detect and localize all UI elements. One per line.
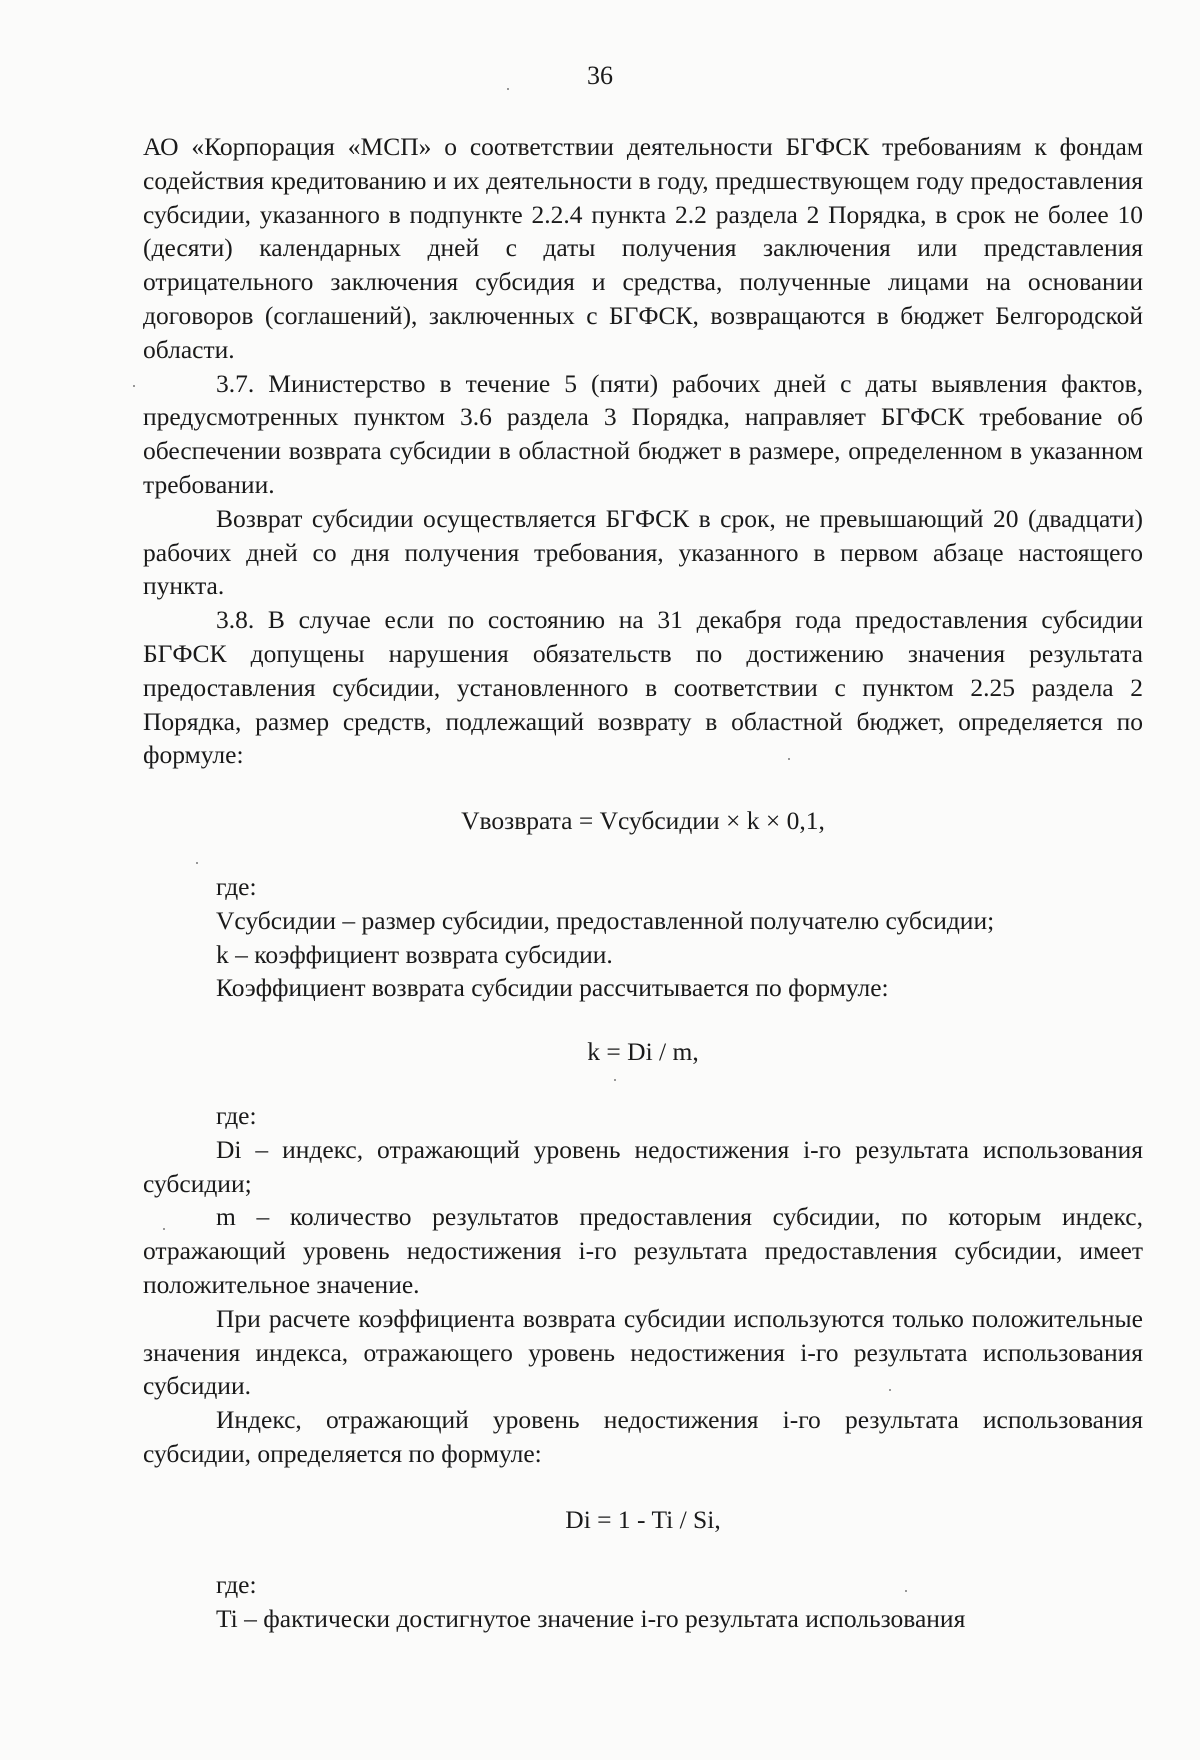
scan-speck [163, 1228, 165, 1230]
paragraph-positive-values: При расчете коэффициента возврата субсидии используются только положительные значения индекса, отражающего уровень недостижения i-го результата использования субсидии. [143, 1303, 1143, 1401]
scan-speck [507, 88, 509, 90]
definition-ti: Ti – фактически достигнутое значение i-го результата использования [216, 1604, 966, 1634]
paragraph-index-intro: Индекс, отражающий уровень недостижения i-го результата использования субсидии, определяется по формуле: [143, 1405, 1143, 1468]
scan-speck [614, 1079, 616, 1081]
formula-return-amount: Vвозврата = Vсубсидии × k × 0,1, [461, 806, 825, 836]
paragraph-k-intro: Коэффициент возврата субсидии рассчитывается по формуле: [216, 973, 889, 1003]
scan-speck [196, 862, 198, 864]
where-label: где: [216, 1570, 257, 1600]
where-label: где: [216, 871, 257, 901]
definition-m: m – количество результатов предоставления субсидии, по которым индекс, отражающий уровень недостижения i-го результата предоставления субсидии, имеет положительное значение. [143, 1202, 1143, 1299]
paragraph-subsidy-return-conditions: АО «Корпорация «МСП» о соответствии деятельности БГФСК требованиям к фондам содействия кредитованию и их деятельности в году, предшествующем году предоставления субсидии, указанного в подпункте 2.2.4 пункта 2.2 раздела 2 Порядка, в срок не более 10 (десяти) календарных дней с даты получения заключения или представления отрицательного заключения субсидия и средства, полученные лицами на основании договоров (соглашений), заключенных с БГФСК, возвращаются в бюджет Белгородской области. [143, 132, 1143, 364]
scan-speck [905, 1590, 907, 1592]
scan-speck [133, 385, 135, 387]
paragraph-clause-3-8: 3.8. В случае если по состоянию на 31 декабря года предоставления субсидии БГФСК допущены нарушения обязательств по достижению значения результата предоставления субсидии, установленного в соответствии с пунктом 2.25 раздела 2 Порядка, размер средств, подлежащий возврату в областной бюджет, определяется по формуле: [143, 605, 1143, 770]
paragraph-return-deadline: Возврат субсидии осуществляется БГФСК в срок, не превышающий 20 (двадцати) рабочих дней со дня получения требования, указанного в первом абзаце настоящего пункта. [143, 503, 1143, 601]
document-body [143, 130, 1143, 1636]
definition-v-subsidy: Vсубсидии – размер субсидии, предоставленной получателю субсидии; [216, 905, 995, 935]
definition-di: Di – индекс, отражающий уровень недостижения i-го результата использования субсидии; [143, 1134, 1143, 1198]
definition-k: k – коэффициент возврата субсидии. [216, 939, 613, 969]
scan-speck [788, 758, 790, 760]
page-number: 36 [587, 61, 613, 90]
scan-speck [889, 1389, 891, 1391]
paragraph-clause-3-7: 3.7. Министерство в течение 5 (пяти) рабочих дней с даты выявления фактов, предусмотренных пунктом 3.6 раздела 3 Порядка, направляет БГФСК требование об обеспечении возврата субсидии в областной бюджет в размере, определенном в указанном требовании. [143, 368, 1143, 499]
where-label: где: [216, 1100, 257, 1130]
formula-index: Di = 1 - Ti / Si, [565, 1504, 721, 1534]
formula-coefficient: k = Di / m, [587, 1037, 699, 1067]
